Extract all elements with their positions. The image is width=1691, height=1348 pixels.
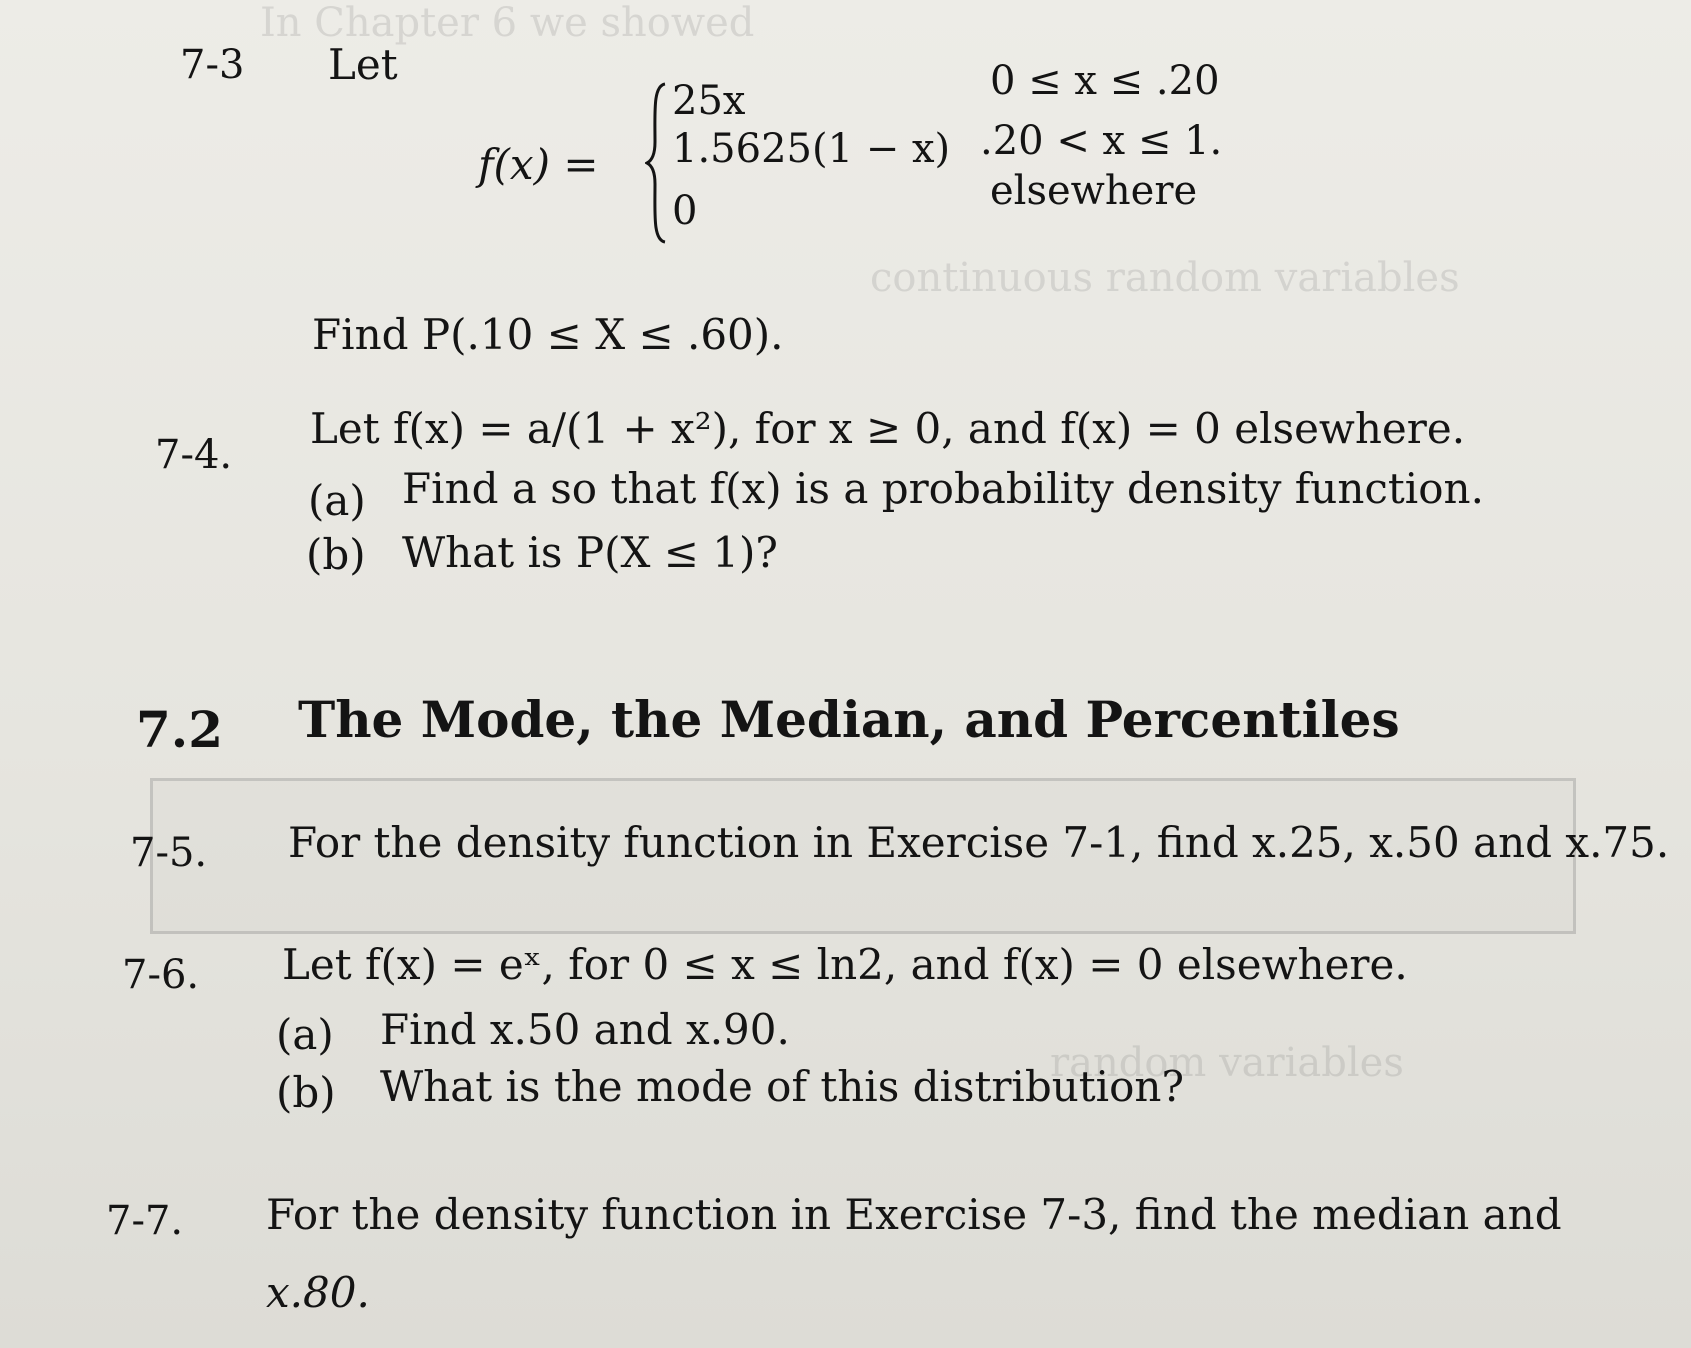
exercise-number: 7-5. — [130, 830, 208, 876]
part-label: (b) — [276, 1068, 336, 1117]
exercise-number: 7-3 — [180, 42, 245, 88]
part-label: (b) — [306, 530, 366, 579]
bleed-through-text: In Chapter 6 we showed — [260, 0, 755, 46]
exercise-number: 7-4. — [155, 432, 233, 478]
exercise-statement: Let f(x) = eˣ, for 0 ≤ x ≤ ln2, and f(x) = 0 elsewhere. — [282, 940, 1408, 989]
case3-expression: 0 — [672, 188, 698, 234]
exercise-intro: Let — [328, 40, 398, 89]
exercise-text-line: x.80. — [266, 1268, 370, 1317]
exercise-number: 7-6. — [122, 952, 200, 998]
exercise-statement: Let f(x) = a/(1 + x²), for x ≥ 0, and f(x) = 0 elsewhere. — [310, 404, 1466, 453]
case1-condition: 0 ≤ x ≤ .20 — [990, 58, 1220, 104]
case2-expression: 1.5625(1 − x) — [672, 126, 951, 172]
part-text: What is P(X ≤ 1)? — [402, 528, 778, 577]
part-text: What is the mode of this distribution? — [380, 1062, 1184, 1111]
section-title: The Mode, the Median, and Percentiles — [298, 690, 1400, 749]
bleed-through-text: random variables — [1050, 1040, 1404, 1086]
left-brace-icon — [645, 82, 667, 244]
exercise-task: Find P(.10 ≤ X ≤ .60). — [312, 310, 784, 359]
case3-condition: elsewhere — [990, 168, 1198, 214]
part-text: Find x.50 and x.90. — [380, 1005, 790, 1054]
part-text: Find a so that f(x) is a probability density function. — [402, 464, 1484, 513]
exercise-text-line: For the density function in Exercise 7-3, find the median and — [266, 1190, 1562, 1239]
function-label: f(x) = — [478, 140, 599, 189]
exercise-text: For the density function in Exercise 7-1, find x.25, x.50 and x.75. — [288, 818, 1670, 867]
bleed-through-text: continuous random variables — [870, 255, 1460, 301]
case1-expression: 25x — [672, 78, 746, 124]
exercise-number: 7-7. — [106, 1198, 184, 1244]
case2-condition: .20 < x ≤ 1. — [980, 118, 1223, 164]
part-label: (a) — [276, 1010, 334, 1059]
part-label: (a) — [308, 476, 366, 525]
section-number: 7.2 — [136, 700, 223, 759]
